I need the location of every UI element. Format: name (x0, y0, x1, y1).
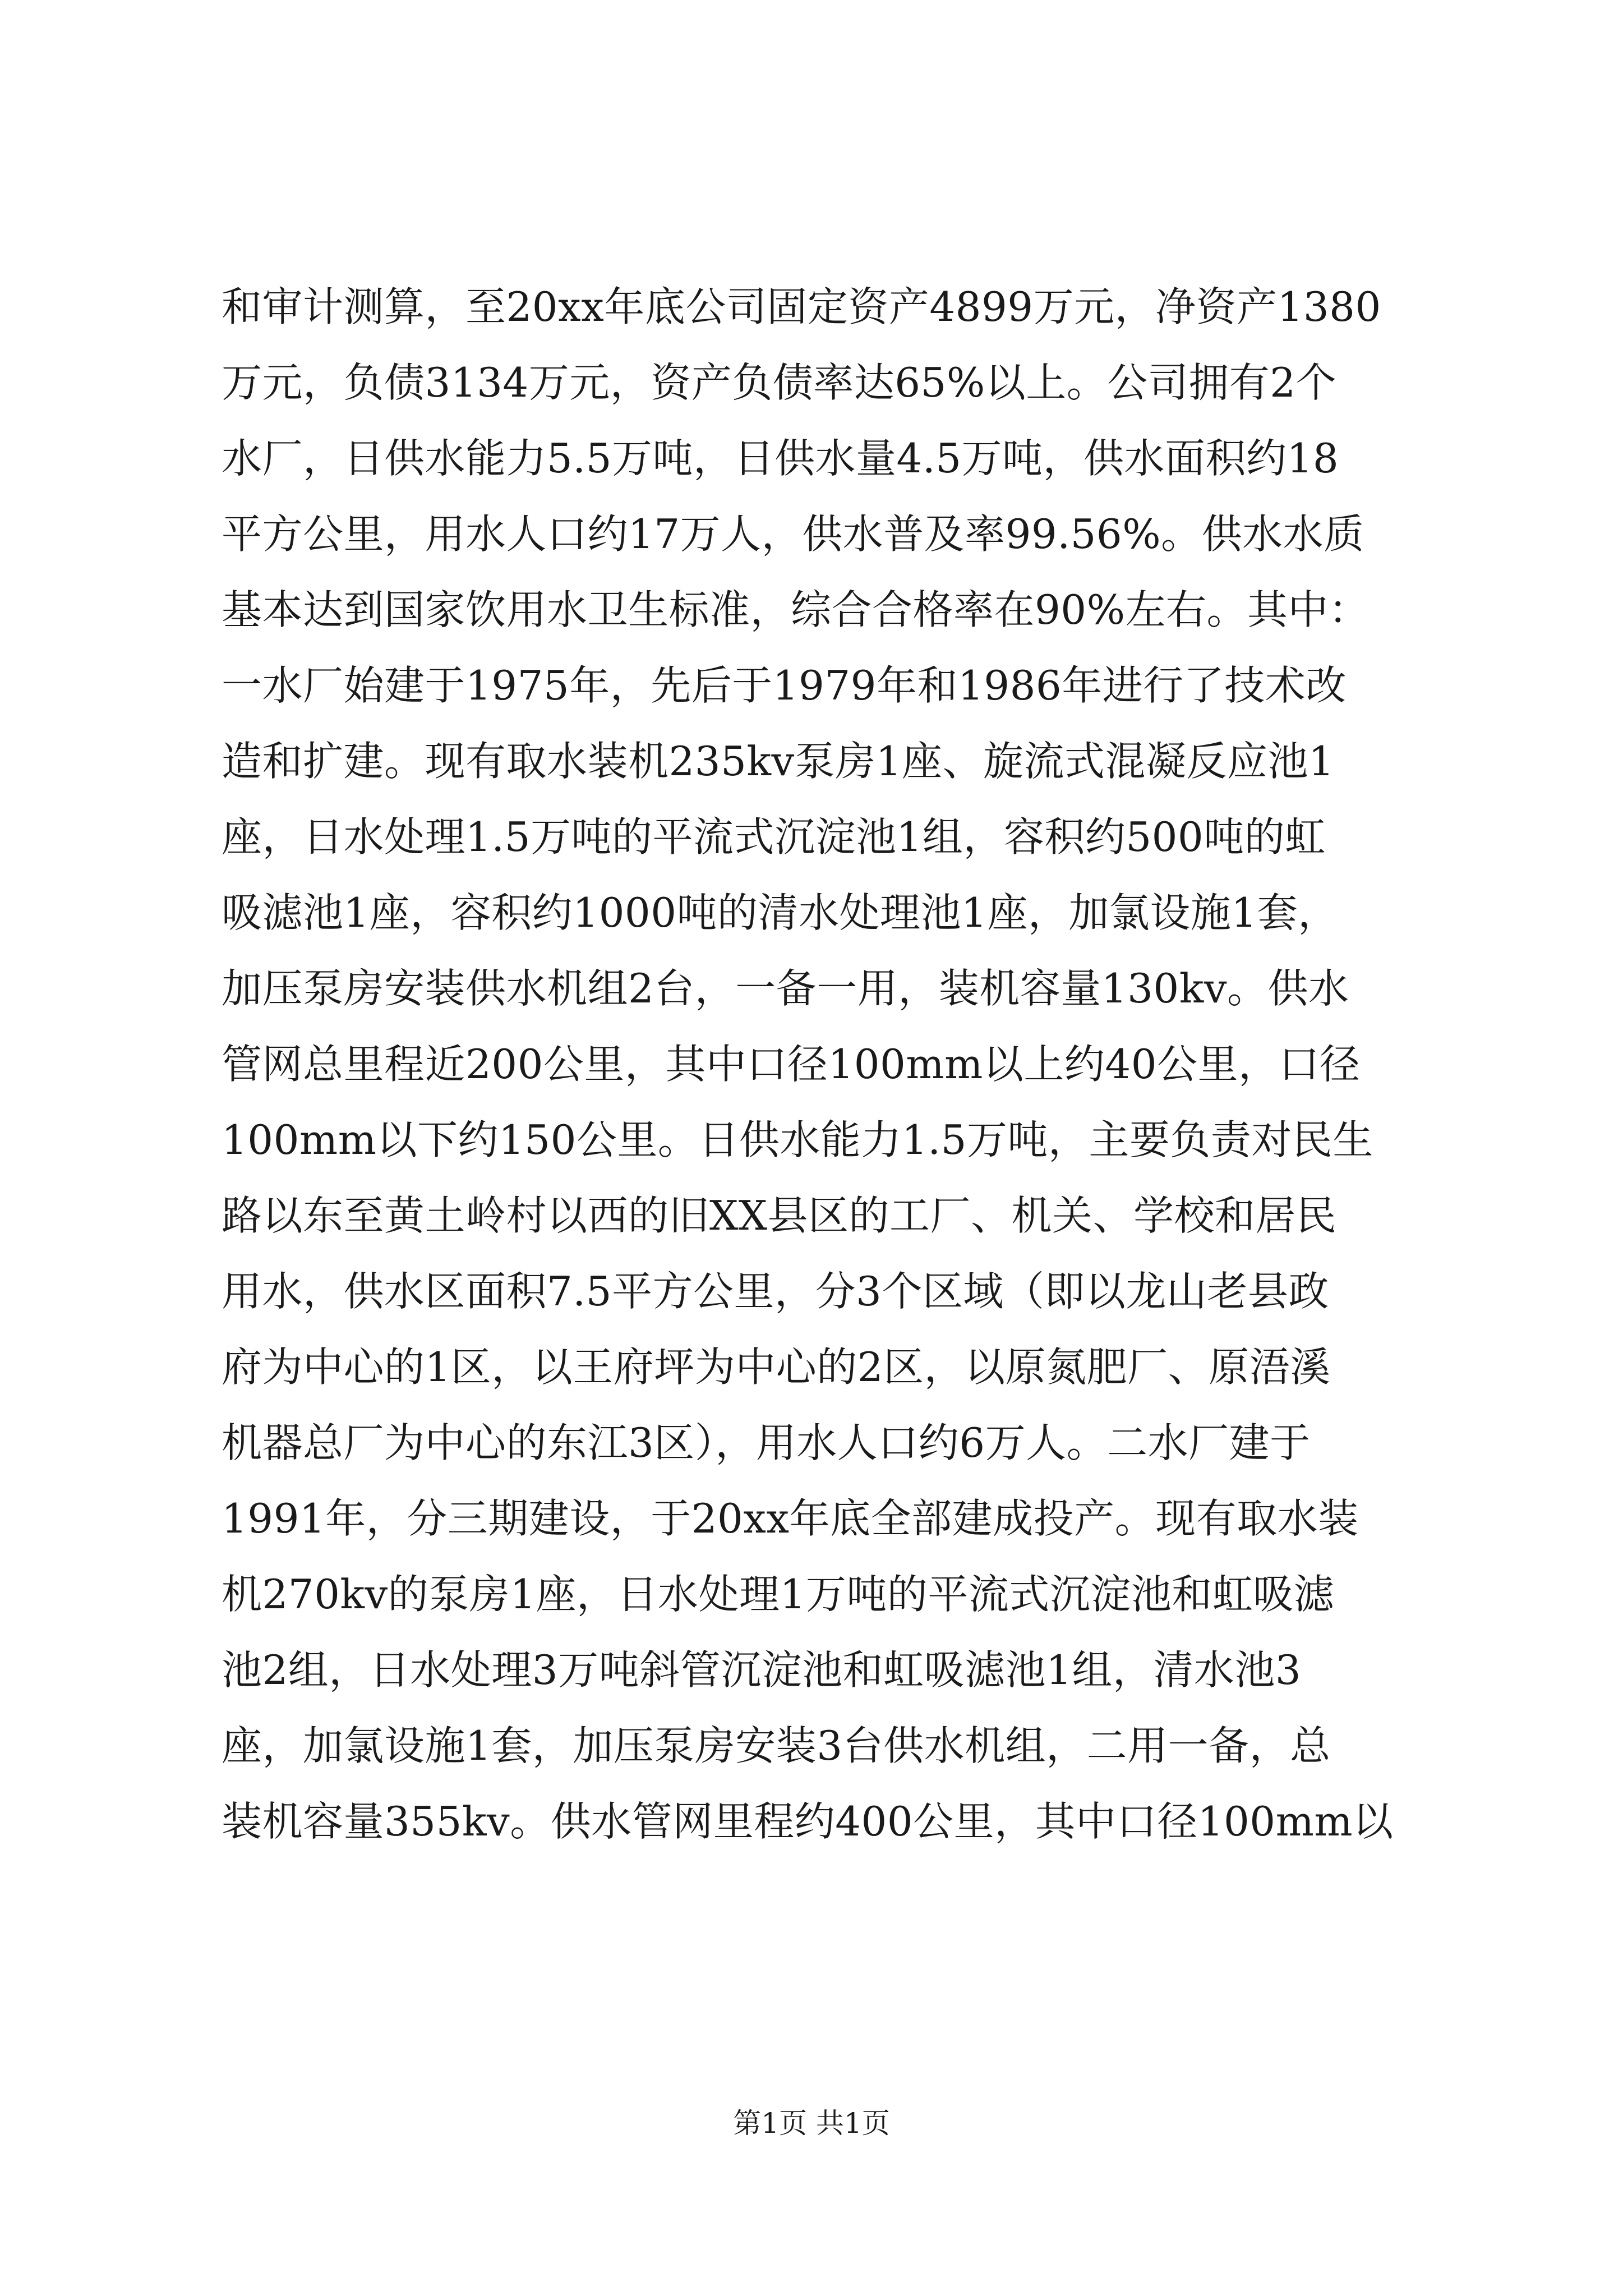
text-line: 府为中心的1区，以王府坪为中心的2区，以原氮肥厂、原浯溪 (222, 1343, 1331, 1391)
text-line: 机器总厂为中心的东江3区），用水人口约6万人。二水厂建于 (222, 1419, 1311, 1466)
text-line: 水厂，日供水能力5.5万吨，日供水量4.5万吨，供水面积约18 (222, 435, 1339, 482)
page-number-footer: 第1页 共1页 (733, 2107, 890, 2139)
text-line: 池2组，日水处理3万吨斜管沉淀池和虹吸滤池1组，清水池3 (222, 1646, 1302, 1694)
text-line: 用水，供水区面积7.5平方公里，分3个区域（即以龙山老县政 (222, 1268, 1329, 1315)
text-line: 100mm以下约150公里。日供水能力1.5万吨，主要负责对民生 (222, 1116, 1373, 1163)
text-line: 吸滤池1座，容积约1000吨的清水处理池1座，加氯设施1套， (222, 889, 1339, 936)
text-line: 装机容量355kv。供水管网里程约400公里，其中口径100mm以 (222, 1798, 1394, 1845)
text-line: 1991年，分三期建设，于20xx年底全部建成投产。现有取水装 (222, 1495, 1359, 1542)
text-line: 座，日水处理1.5万吨的平流式沉淀池1组，容积约500吨的虹 (222, 813, 1326, 861)
text-line: 管网总里程近200公里，其中口径100mm以上约40公里，口径 (222, 1041, 1361, 1088)
text-line: 一水厂始建于1975年，先后于1979年和1986年进行了技术改 (222, 662, 1347, 709)
text-line: 加压泵房安装供水机组2台，一备一用，装机容量130kv。供水 (222, 965, 1349, 1012)
text-line: 平方公里，用水人口约17万人，供水普及率99.56%。供水水质 (222, 510, 1364, 558)
text-line: 万元，负债3134万元，资产负债率达65%以上。公司拥有2个 (222, 359, 1337, 406)
text-line: 座，加氯设施1套，加压泵房安装3台供水机组，二用一备，总 (222, 1722, 1331, 1769)
text-line: 和审计测算，至20xx年底公司固定资产4899万元，净资产1380 (222, 283, 1381, 330)
text-line: 路以东至黄土岭村以西的旧XX县区的工厂、机关、学校和居民 (222, 1192, 1337, 1239)
text-line: 机270kv的泵房1座，日水处理1万吨的平流式沉淀池和虹吸滤 (222, 1571, 1335, 1618)
text-line: 造和扩建。现有取水装机235kv泵房1座、旋流式混凝反应池1 (222, 738, 1335, 785)
body-text (222, 269, 1422, 1860)
text-line: 基本达到国家饮用水卫生标准，综合合格率在90%左右。其中： (222, 586, 1370, 633)
